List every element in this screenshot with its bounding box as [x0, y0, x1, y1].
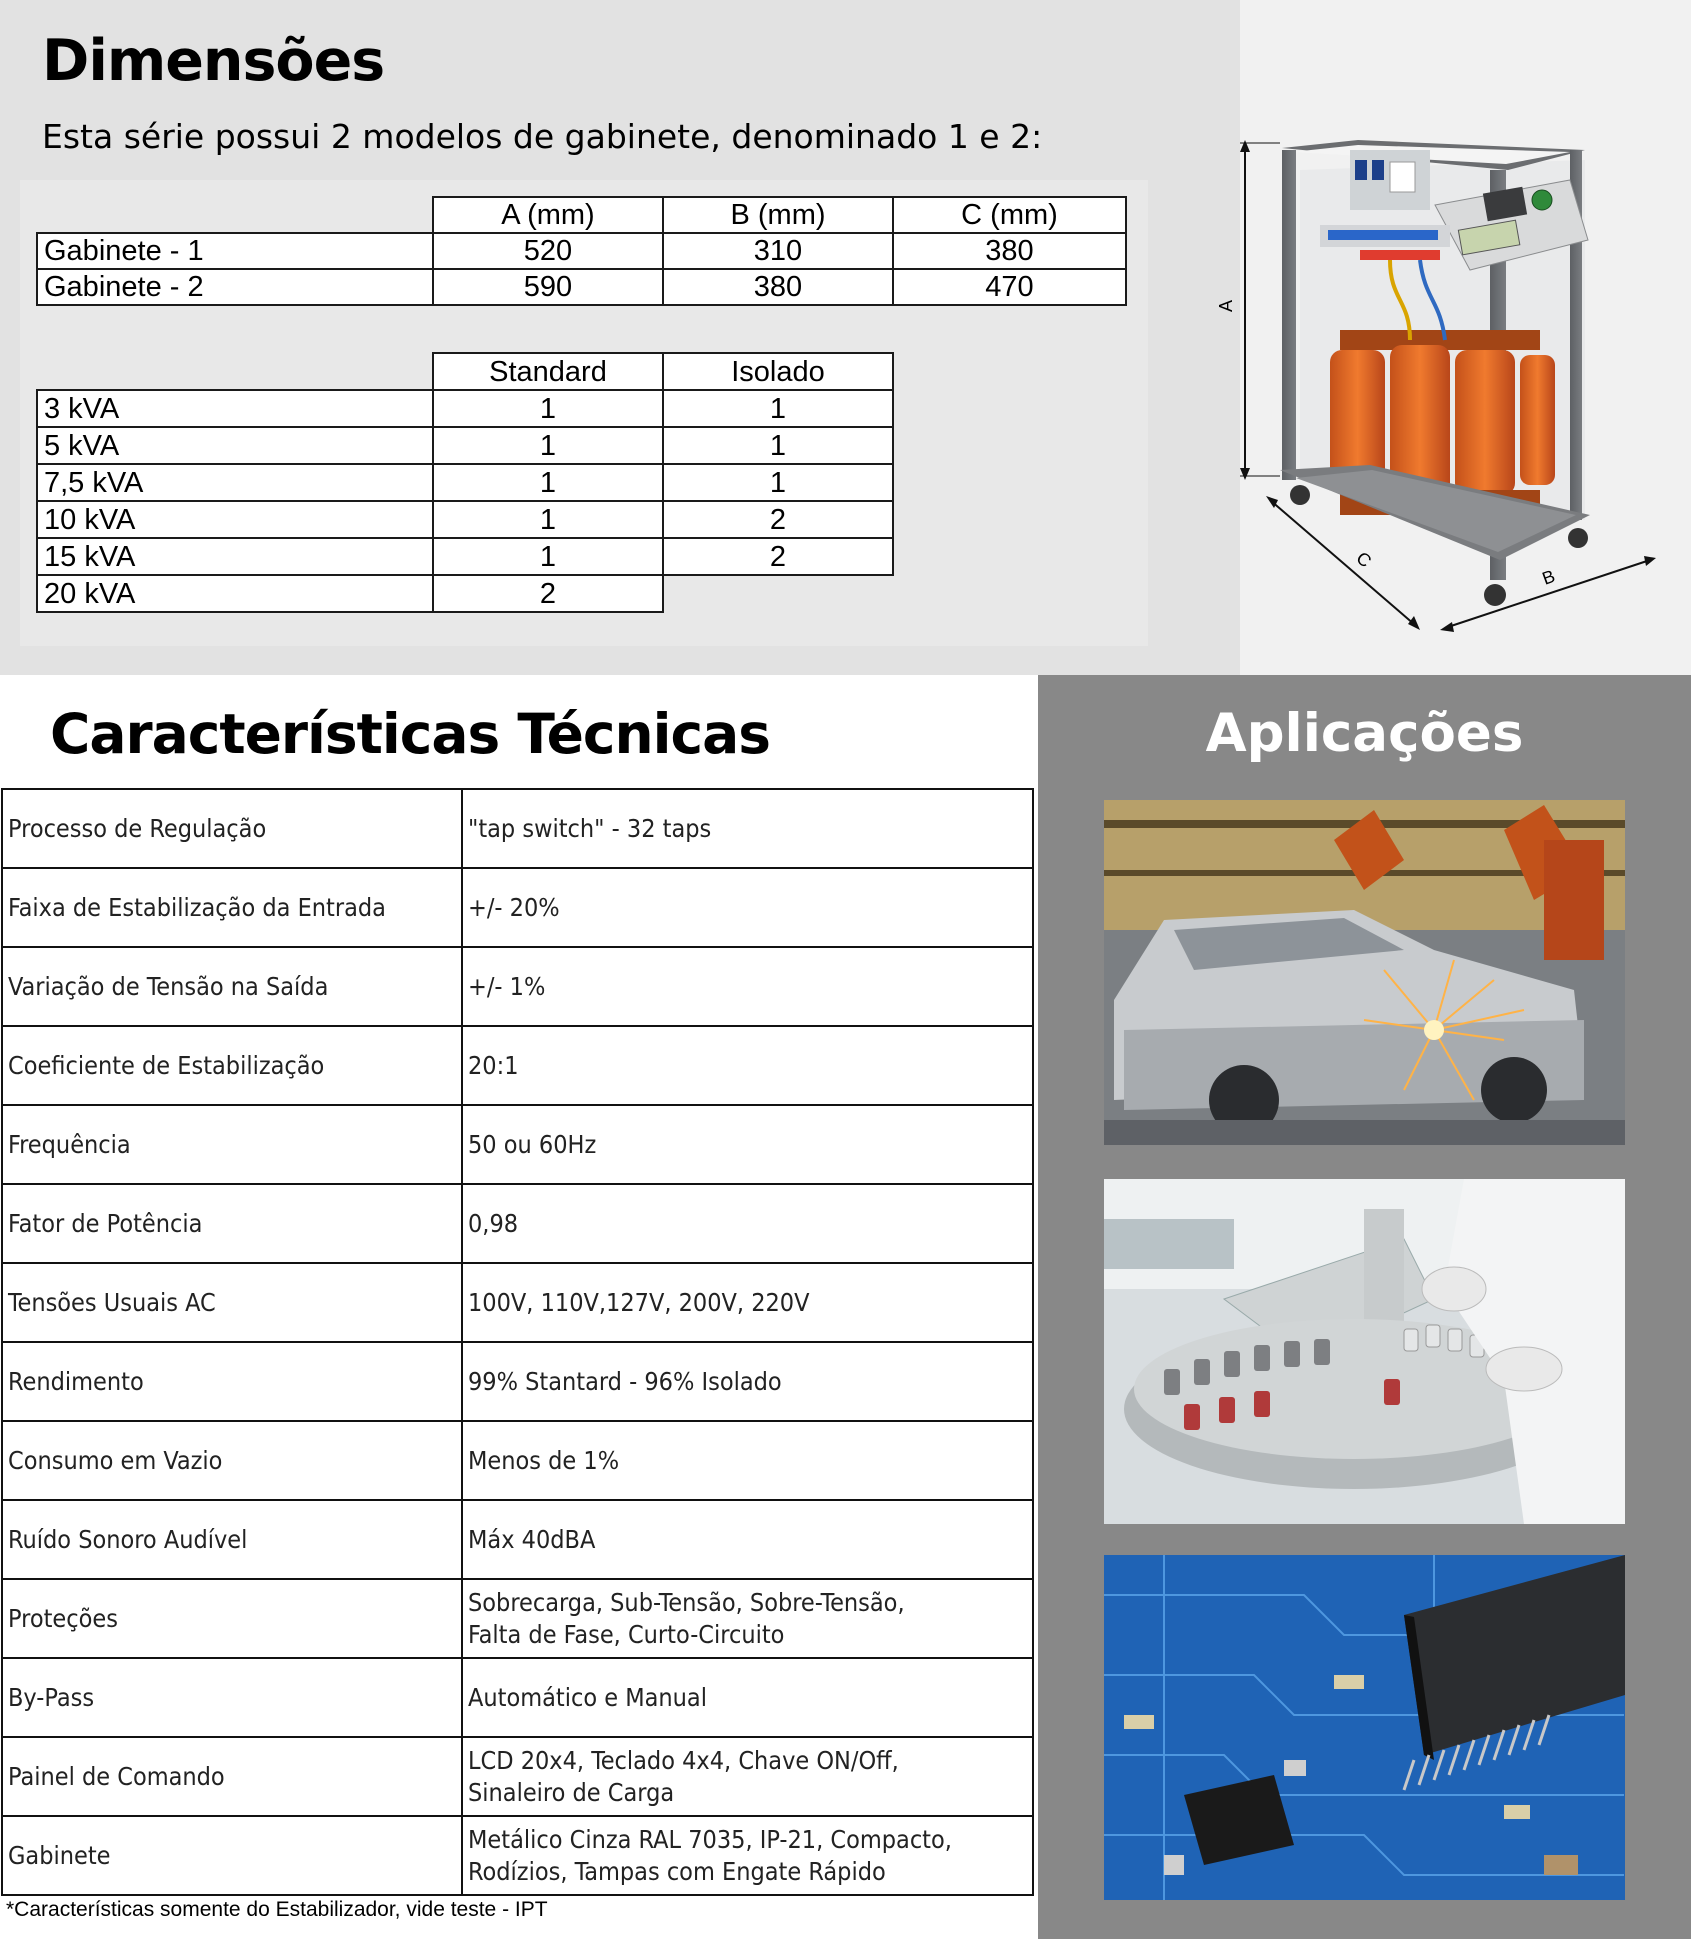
table-row: [2, 1500, 1033, 1579]
table-row: [37, 269, 1126, 305]
dimensions-title: Dimensões: [42, 28, 385, 94]
table-cell: 380: [663, 269, 893, 305]
table-cell: 1: [433, 464, 663, 501]
table-row: [2, 1184, 1033, 1263]
spec-value: Máx 40dBA: [462, 1500, 1033, 1579]
spec-label: Tensões Usuais AC: [2, 1263, 462, 1342]
spec-value-line: Metálico Cinza RAL 7035, IP-21, Compacto,: [468, 1824, 952, 1854]
table-cell: 1: [433, 427, 663, 464]
spec-value: [462, 1816, 1033, 1895]
table-header-row: [37, 353, 893, 390]
spec-label: Proteções: [2, 1579, 462, 1658]
table-row: [37, 427, 893, 464]
spec-label: Coeficiente de Estabilização: [2, 1026, 462, 1105]
spec-value: +/- 20%: [462, 868, 1033, 947]
spec-value: 20:1: [462, 1026, 1033, 1105]
table-cell: 380: [893, 233, 1126, 269]
dimension-label-a: A: [1216, 299, 1236, 312]
spec-label: Variação de Tensão na Saída: [2, 947, 462, 1026]
spec-value-line: LCD 20x4, Teclado 4x4, Chave ON/Off,: [468, 1745, 899, 1775]
spec-value: [462, 1737, 1033, 1816]
table-row: [2, 1658, 1033, 1737]
table-row: [2, 1421, 1033, 1500]
spec-value-line: Falta de Fase, Curto-Circuito: [468, 1619, 785, 1649]
spec-label: Processo de Regulação: [2, 789, 462, 868]
spec-value: [462, 1579, 1033, 1658]
table-cell: 520: [433, 233, 663, 269]
circuit-board-photo: [1104, 1555, 1625, 1900]
table-cell: 2: [433, 575, 663, 612]
row-label: 10 kVA: [37, 501, 433, 538]
dimension-label-b: B: [1539, 565, 1558, 589]
table-cell: 2: [663, 538, 893, 575]
spec-label: Painel de Comando: [2, 1737, 462, 1816]
row-label: 5 kVA: [37, 427, 433, 464]
spec-label: Rendimento: [2, 1342, 462, 1421]
spec-value: 100V, 110V,127V, 200V, 220V: [462, 1263, 1033, 1342]
table-cell: 470: [893, 269, 1126, 305]
cabinet-dimensions-table: [36, 196, 1127, 306]
table-cell: 2: [663, 501, 893, 538]
dimensions-section: [0, 0, 1691, 675]
dimensions-tables-panel: [20, 180, 1148, 646]
row-label: 3 kVA: [37, 390, 433, 427]
empty-corner-cell: [37, 353, 433, 390]
column-header: Standard: [433, 353, 663, 390]
table-row: [2, 1737, 1033, 1816]
row-label: 7,5 kVA: [37, 464, 433, 501]
table-row: [37, 390, 893, 427]
applications-title: Aplicações: [1205, 703, 1524, 764]
spec-label: Consumo em Vazio: [2, 1421, 462, 1500]
table-row: [37, 575, 893, 612]
table-cell: 1: [663, 464, 893, 501]
column-header: B (mm): [663, 197, 893, 233]
spec-value-line: Rodízios, Tampas com Engate Rápido: [468, 1856, 886, 1886]
applications-section: [1038, 675, 1691, 1939]
table-row: [37, 464, 893, 501]
table-row: [2, 1105, 1033, 1184]
table-cell: 590: [433, 269, 663, 305]
spec-label: Fator de Potência: [2, 1184, 462, 1263]
empty-cell: [663, 575, 893, 612]
spec-value: Automático e Manual: [462, 1658, 1033, 1737]
column-header: A (mm): [433, 197, 663, 233]
spec-value: 0,98: [462, 1184, 1033, 1263]
spec-label: By-Pass: [2, 1658, 462, 1737]
spec-value: Menos de 1%: [462, 1421, 1033, 1500]
column-header: C (mm): [893, 197, 1126, 233]
spec-value-line: Sobrecarga, Sub-Tensão, Sobre-Tensão,: [468, 1587, 905, 1617]
spec-value: +/- 1%: [462, 947, 1033, 1026]
spec-value: 99% Stantard - 96% Isolado: [462, 1342, 1033, 1421]
table-row: [2, 947, 1033, 1026]
table-cell: 1: [433, 390, 663, 427]
table-cell: 1: [433, 501, 663, 538]
table-row: [2, 1342, 1033, 1421]
table-row: [2, 789, 1033, 868]
spec-label: Faixa de Estabilização da Entrada: [2, 868, 462, 947]
table-row: [2, 1263, 1033, 1342]
spec-label: Ruído Sonoro Audível: [2, 1500, 462, 1579]
table-cell: 1: [663, 390, 893, 427]
table-row: [37, 538, 893, 575]
table-row: [2, 1026, 1033, 1105]
empty-corner-cell: [37, 197, 433, 233]
laboratory-photo: [1104, 1179, 1625, 1524]
spec-value: "tap switch" - 32 taps: [462, 789, 1033, 868]
spec-label: Gabinete: [2, 1816, 462, 1895]
technical-specs-table: [1, 788, 1034, 1896]
technical-title: Características Técnicas: [50, 702, 770, 766]
row-label: 20 kVA: [37, 575, 433, 612]
spec-value-line: Sinaleiro de Carga: [468, 1777, 675, 1807]
automotive-factory-photo: [1104, 800, 1625, 1145]
column-header: Isolado: [663, 353, 893, 390]
table-header-row: [37, 197, 1126, 233]
kva-cabinet-table: [36, 352, 894, 613]
stabilizer-illustration: [1216, 0, 1691, 675]
footnote: *Características somente do Estabilizador, vide teste - IPT: [6, 1898, 548, 1921]
spec-label: Frequência: [2, 1105, 462, 1184]
row-label: Gabinete - 1: [37, 233, 433, 269]
dimension-label-c: C: [1352, 547, 1376, 572]
row-label: 15 kVA: [37, 538, 433, 575]
spec-value: 50 ou 60Hz: [462, 1105, 1033, 1184]
table-row: [37, 501, 893, 538]
row-label: Gabinete - 2: [37, 269, 433, 305]
table-cell: 1: [433, 538, 663, 575]
stabilizer-product-photo: [1216, 0, 1691, 675]
table-cell: 310: [663, 233, 893, 269]
dimensions-subtitle: Esta série possui 2 modelos de gabinete, denominado 1 e 2:: [42, 117, 1043, 156]
table-row: [2, 1579, 1033, 1658]
table-row: [2, 1816, 1033, 1895]
table-cell: 1: [663, 427, 893, 464]
table-row: [37, 233, 1126, 269]
table-row: [2, 868, 1033, 947]
